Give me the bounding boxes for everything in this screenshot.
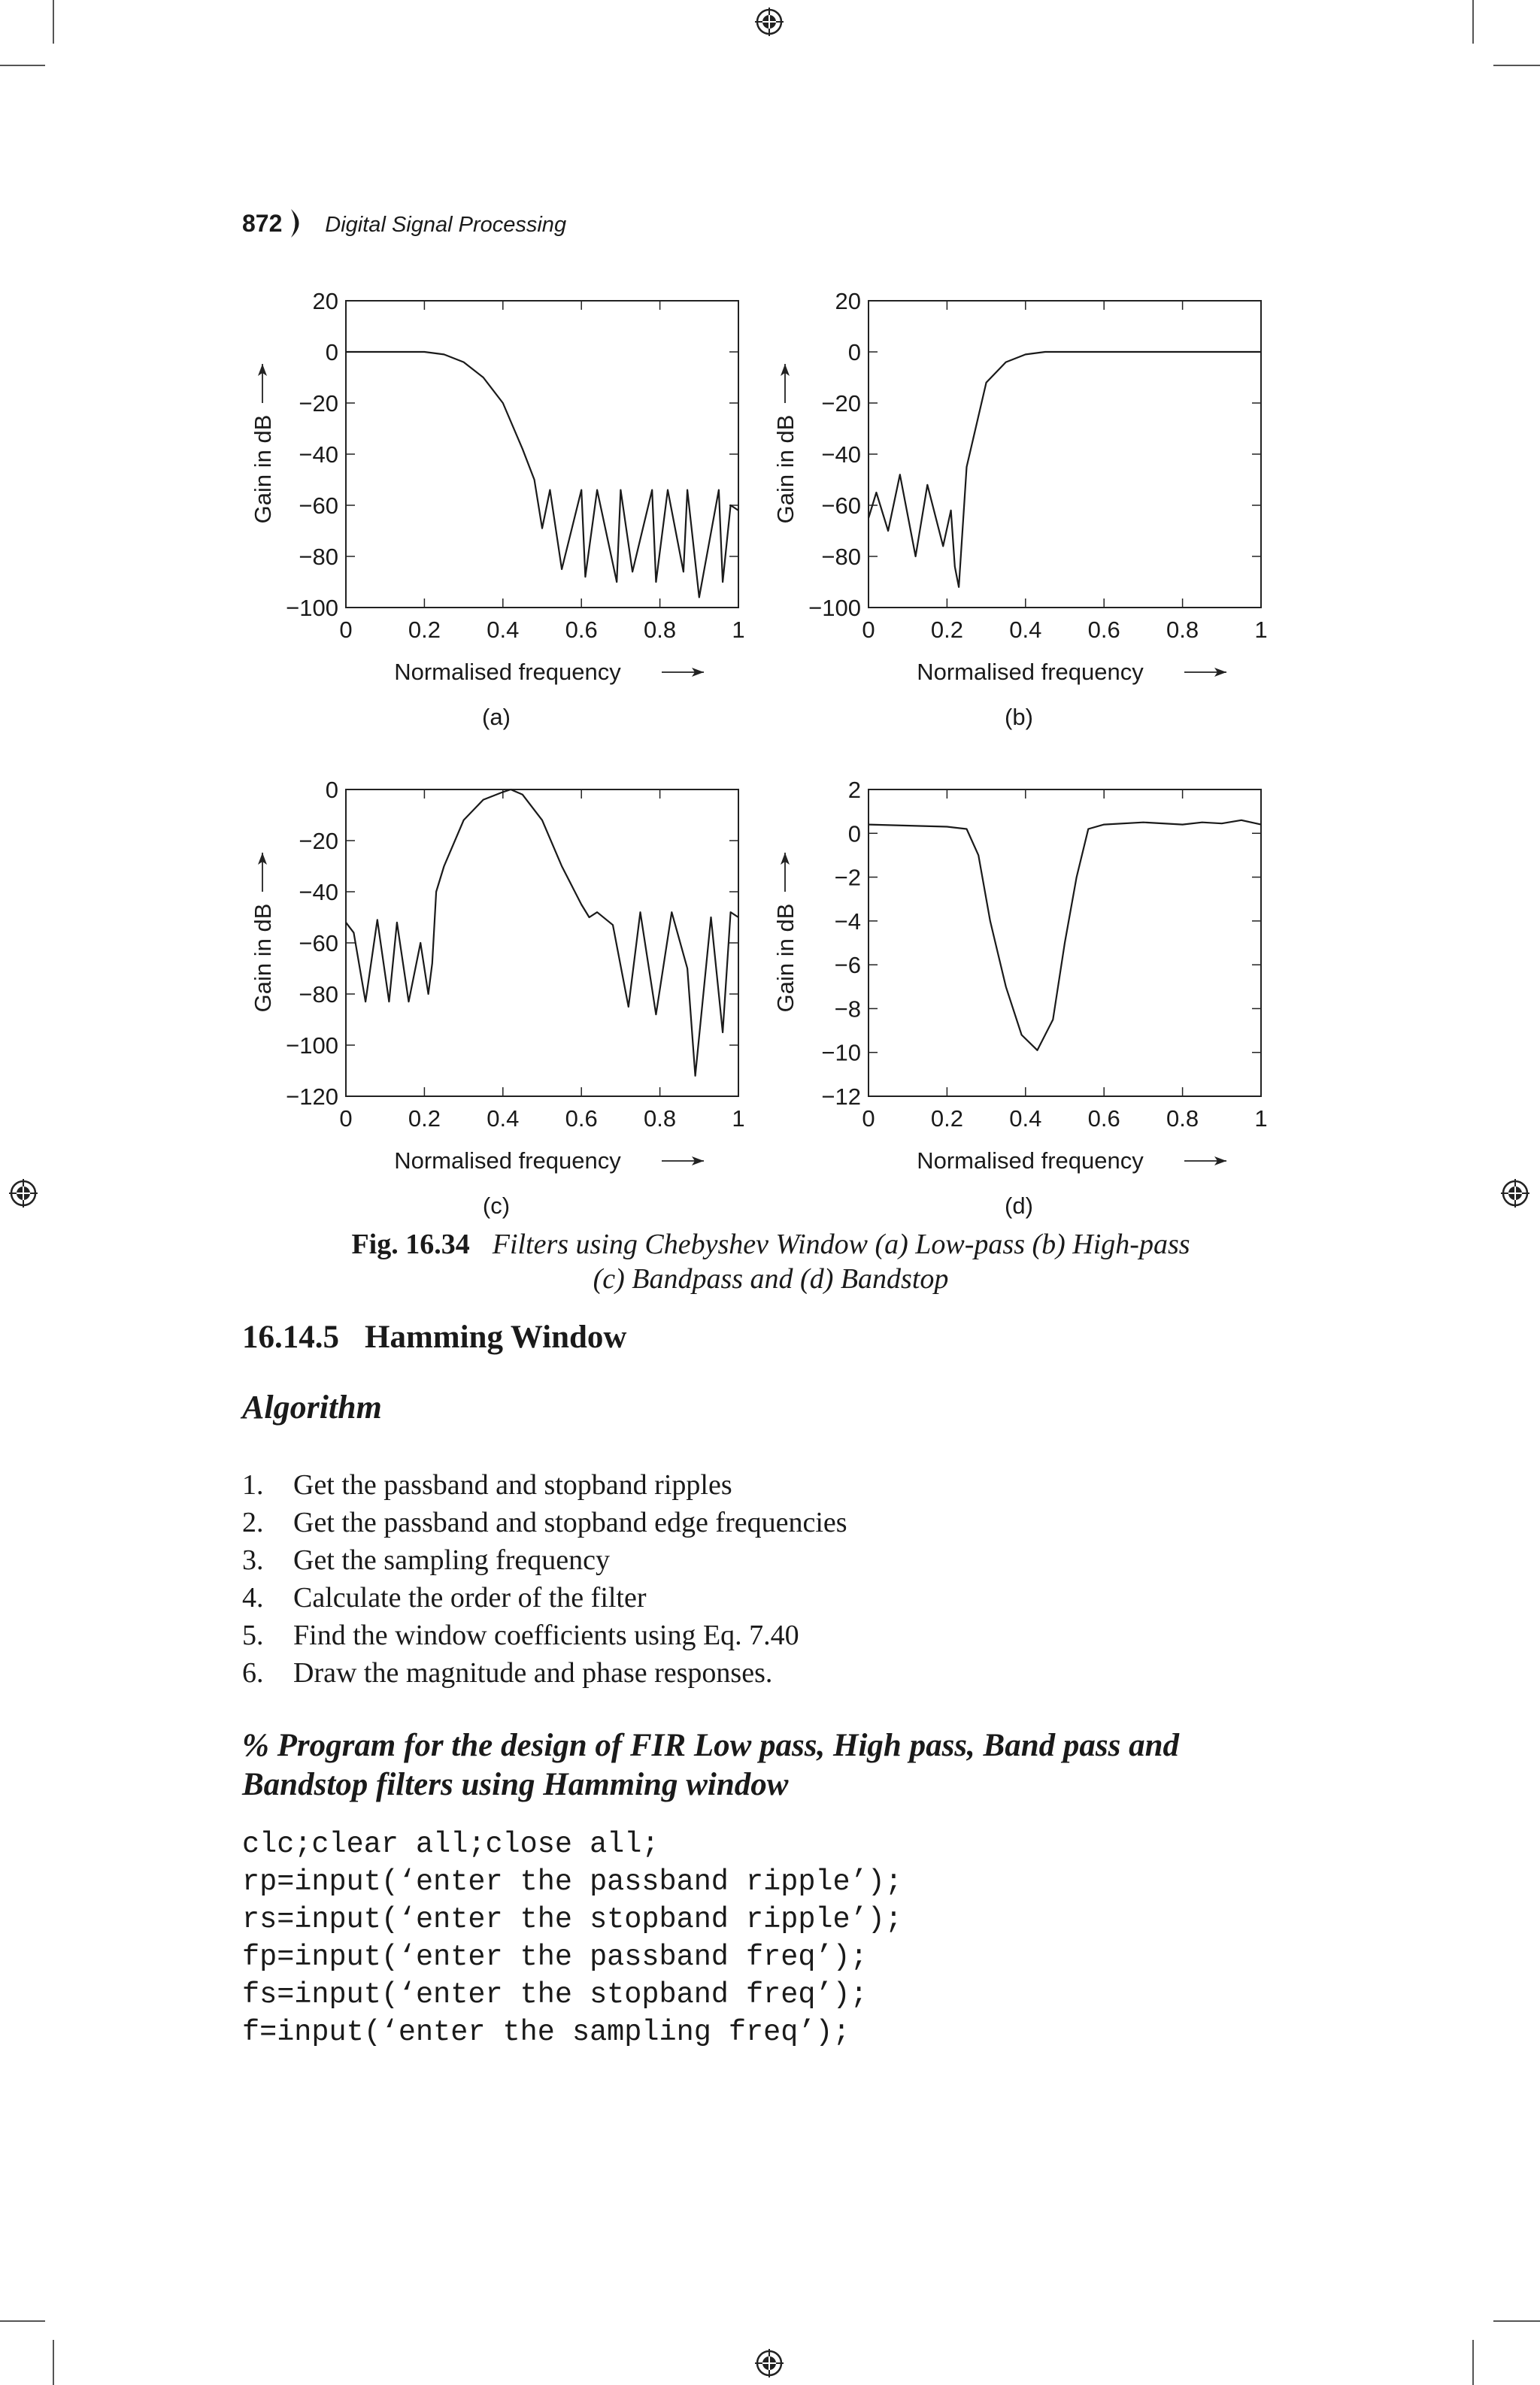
- x-tick-label: 0: [862, 1105, 875, 1132]
- y-axis-label: Gain in dB: [772, 903, 799, 1013]
- crop-mark: [1493, 2320, 1540, 2322]
- y-tick-label: 0: [325, 777, 338, 803]
- x-tick-label: 0.4: [1009, 617, 1042, 643]
- x-tick-label: 0.6: [1087, 1105, 1120, 1132]
- crescent-icon: [289, 208, 308, 239]
- x-tick-label: 0.2: [930, 1105, 963, 1132]
- y-tick-label: −40: [299, 879, 338, 905]
- series-line: [346, 789, 738, 1076]
- x-tick-label: 0.4: [487, 617, 520, 643]
- y-tick-label: −120: [286, 1083, 338, 1110]
- y-tick-label: −100: [286, 1032, 338, 1059]
- figure-caption: [256, 1227, 1286, 1296]
- y-tick-label: 20: [835, 288, 861, 314]
- x-tick-label: 0.2: [408, 617, 441, 643]
- y-tick-label: −10: [821, 1039, 861, 1066]
- list-item: [242, 1617, 847, 1654]
- x-tick-label: 0.8: [644, 1105, 677, 1132]
- x-tick-label: 0.8: [1166, 617, 1199, 643]
- panel-label: (a): [482, 704, 511, 730]
- registration-mark-icon: [755, 8, 784, 36]
- x-tick-label: 1: [1254, 1105, 1268, 1132]
- x-axis-label: Normalised frequency: [394, 659, 621, 685]
- chart-svg: [248, 286, 759, 737]
- code-line: clc;clear all;close all;: [242, 1828, 659, 1861]
- code-line: fs=input(‘enter the stopband freq’);: [242, 1978, 868, 2011]
- chart-panel-b: [771, 286, 1282, 737]
- y-tick-label: −8: [834, 996, 861, 1023]
- list-item: [242, 1579, 847, 1617]
- figure-label: Fig. 16.34: [351, 1229, 470, 1260]
- code-line: fp=input(‘enter the passband freq’);: [242, 1941, 868, 1974]
- page-number: 872: [242, 210, 283, 237]
- series-line: [346, 352, 738, 597]
- list-item: [242, 1466, 847, 1504]
- plot-frame: [346, 301, 738, 608]
- book-title: Digital Signal Processing: [325, 213, 567, 237]
- x-tick-label: 0.8: [644, 617, 677, 643]
- y-tick-label: −20: [821, 390, 861, 417]
- y-tick-label: −20: [299, 828, 338, 854]
- y-tick-label: −100: [808, 595, 861, 621]
- series-line: [869, 820, 1261, 1050]
- step-number: 4.: [242, 1582, 264, 1614]
- y-tick-label: −40: [821, 441, 861, 468]
- y-tick-label: −20: [299, 390, 338, 417]
- code-line: rp=input(‘enter the passband ripple’);: [242, 1865, 902, 1899]
- x-tick-label: 0: [339, 1105, 353, 1132]
- y-tick-label: 0: [847, 820, 861, 847]
- step-number: 1.: [242, 1469, 264, 1501]
- x-tick-label: 0.4: [1009, 1105, 1042, 1132]
- step-text: Get the passband and stopband edge frequencies: [293, 1507, 847, 1538]
- step-number: 3.: [242, 1544, 264, 1576]
- y-tick-label: −60: [821, 492, 861, 519]
- list-item: [242, 1654, 847, 1692]
- crop-mark: [0, 2320, 45, 2322]
- x-tick-label: 0: [862, 617, 875, 643]
- y-tick-label: 0: [847, 339, 861, 365]
- section-title: Hamming Window: [365, 1320, 627, 1355]
- plot-frame: [869, 301, 1261, 608]
- x-tick-label: 0.2: [930, 617, 963, 643]
- code-line: rs=input(‘enter the stopband ripple’);: [242, 1903, 902, 1936]
- x-tick-label: 0.8: [1166, 1105, 1199, 1132]
- chart-svg: [248, 774, 759, 1226]
- program-title: % Program for the design of FIR Low pass, High pass, Band pass and Bandstop filters using Hamming window: [242, 1728, 1180, 1802]
- y-tick-label: −6: [834, 952, 861, 979]
- x-tick-label: 0.6: [565, 1105, 598, 1132]
- step-number: 6.: [242, 1657, 264, 1689]
- x-tick-label: 0.4: [487, 1105, 520, 1132]
- list-item: [242, 1541, 847, 1579]
- chart-panel-d: [771, 774, 1282, 1226]
- step-text: Find the window coefficients using Eq. 7.40: [293, 1620, 799, 1651]
- y-tick-label: −80: [821, 544, 861, 570]
- step-text: Get the passband and stopband ripples: [293, 1469, 732, 1501]
- chart-panel-c: [248, 774, 759, 1226]
- crop-mark: [0, 65, 45, 66]
- y-axis-label: Gain in dB: [250, 903, 276, 1013]
- x-tick-label: 1: [732, 1105, 745, 1132]
- panel-label: (c): [482, 1192, 511, 1219]
- y-tick-label: −80: [299, 544, 338, 570]
- crop-mark: [53, 0, 54, 44]
- crop-mark: [53, 2340, 54, 2385]
- crop-mark: [1472, 0, 1474, 44]
- section-heading: [242, 1319, 626, 1356]
- algorithm-heading: Algorithm: [242, 1389, 382, 1426]
- step-text: Calculate the order of the filter: [293, 1582, 647, 1614]
- registration-mark-icon: [755, 2349, 784, 2377]
- y-tick-label: −2: [834, 864, 861, 891]
- step-text: Draw the magnitude and phase responses.: [293, 1657, 773, 1689]
- panel-label: (b): [1005, 704, 1033, 730]
- step-number: 5.: [242, 1620, 264, 1651]
- algorithm-steps: [242, 1466, 847, 1692]
- y-tick-label: −4: [834, 908, 861, 935]
- running-header: [242, 208, 566, 239]
- registration-mark-icon: [9, 1179, 38, 1208]
- section-number: 16.14.5: [242, 1320, 339, 1355]
- y-axis-label: Gain in dB: [772, 414, 799, 524]
- caption-line-2: (c) Bandpass and (d) Bandstop: [593, 1263, 949, 1295]
- y-tick-label: 0: [325, 339, 338, 365]
- code-line: f=input(‘enter the sampling freq’);: [242, 2016, 850, 2049]
- y-tick-label: −40: [299, 441, 338, 468]
- step-number: 2.: [242, 1507, 264, 1538]
- x-tick-label: 0.6: [1087, 617, 1120, 643]
- panel-label: (d): [1005, 1192, 1033, 1219]
- y-tick-label: 2: [847, 777, 861, 803]
- x-tick-label: 1: [732, 617, 745, 643]
- y-tick-label: −60: [299, 930, 338, 956]
- code-block: [242, 1826, 902, 2051]
- x-tick-label: 0: [339, 617, 353, 643]
- x-tick-label: 1: [1254, 617, 1268, 643]
- y-tick-label: −12: [821, 1083, 861, 1110]
- caption-line-1: Filters using Chebyshev Window (a) Low-pass (b) High-pass: [492, 1229, 1190, 1260]
- chart-svg: [771, 774, 1282, 1226]
- x-axis-label: Normalised frequency: [917, 659, 1144, 685]
- y-axis-label: Gain in dB: [250, 414, 276, 524]
- y-tick-label: −100: [286, 595, 338, 621]
- crop-mark: [1472, 2340, 1474, 2385]
- crop-mark: [1493, 65, 1540, 66]
- y-tick-label: 20: [312, 288, 338, 314]
- list-item: [242, 1504, 847, 1541]
- y-tick-label: −60: [299, 492, 338, 519]
- x-axis-label: Normalised frequency: [394, 1147, 621, 1174]
- chart-panel-a: [248, 286, 759, 737]
- chart-svg: [771, 286, 1282, 737]
- x-tick-label: 0.2: [408, 1105, 441, 1132]
- y-tick-label: −80: [299, 981, 338, 1008]
- x-tick-label: 0.6: [565, 617, 598, 643]
- registration-mark-icon: [1501, 1179, 1529, 1208]
- x-axis-label: Normalised frequency: [917, 1147, 1144, 1174]
- step-text: Get the sampling frequency: [293, 1544, 611, 1576]
- series-line: [869, 352, 1261, 587]
